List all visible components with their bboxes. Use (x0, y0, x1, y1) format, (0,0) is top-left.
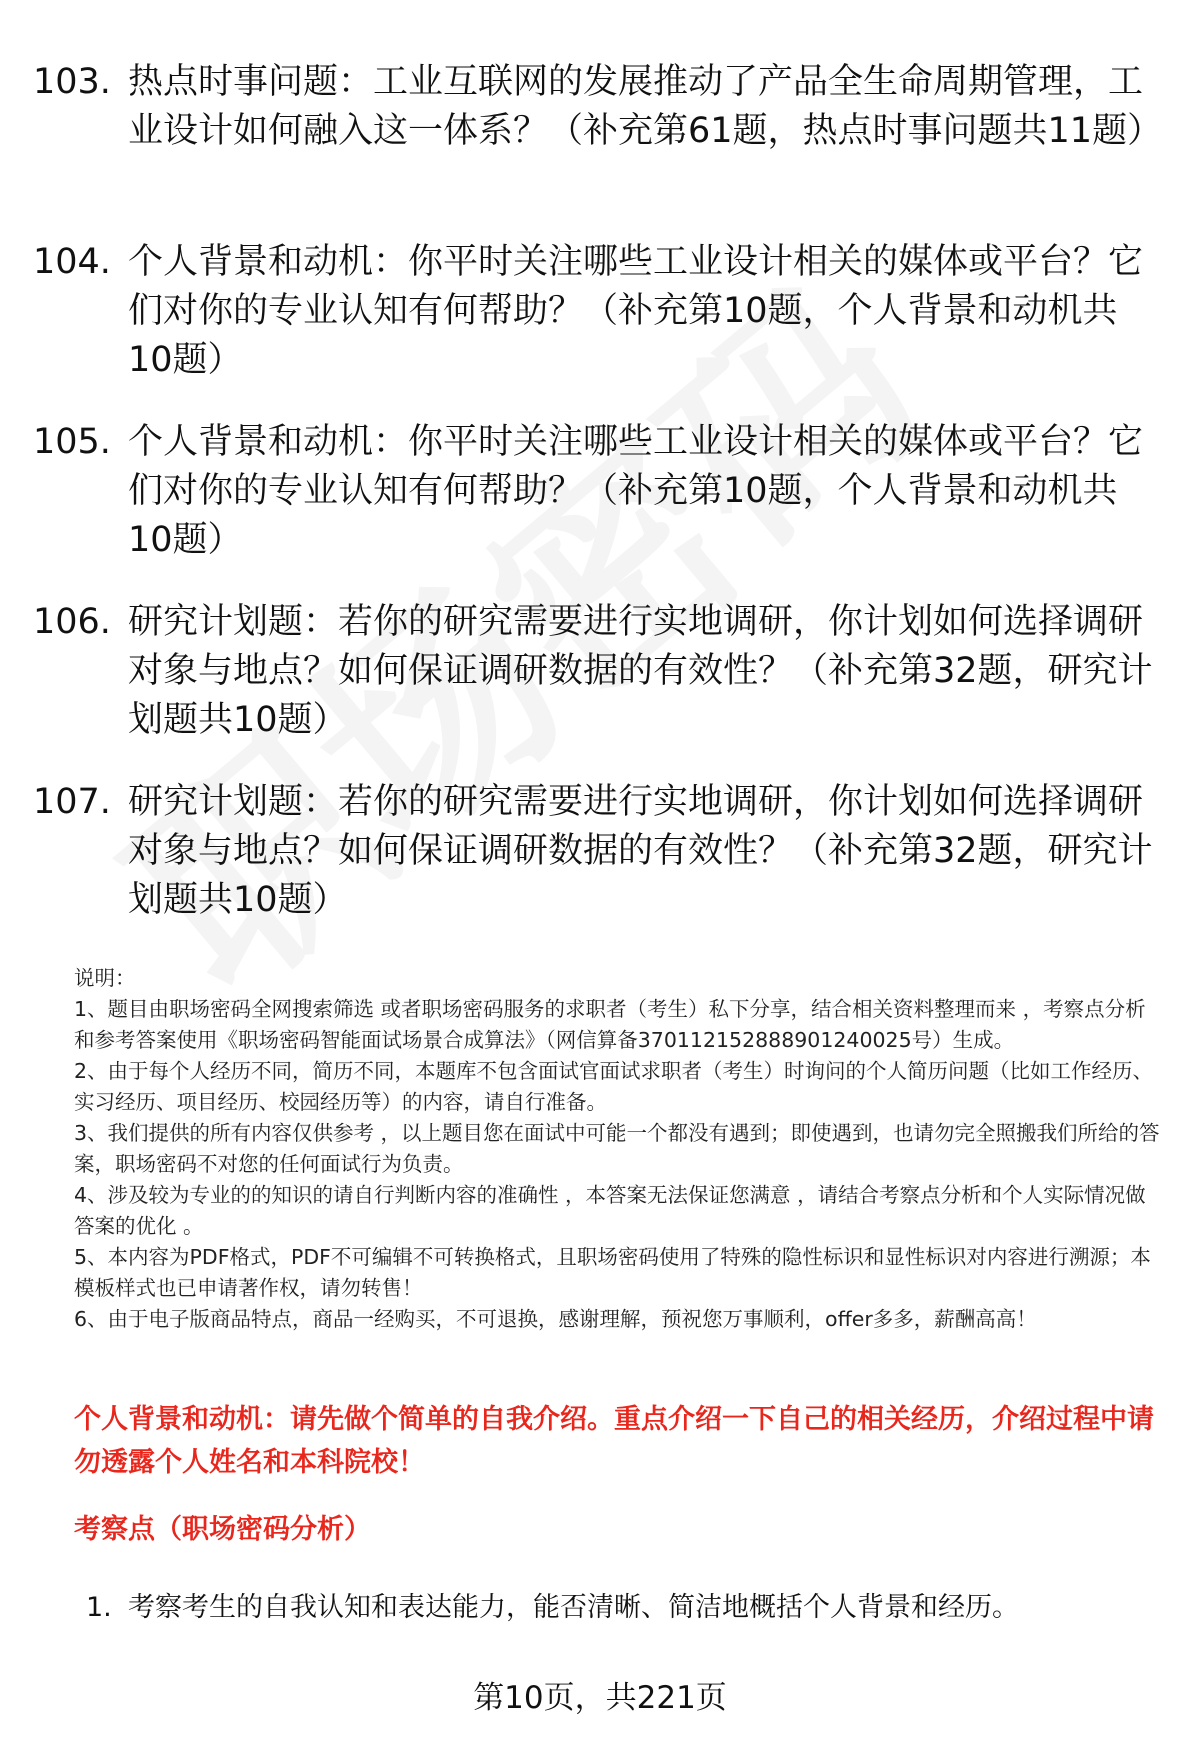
note-item: 4、涉及较为专业的的知识的请自行判断内容的准确性 ，本答案无法保证您满意 ，请结合考察点分析和个人实际情况做答案的优化 。 (74, 1183, 1146, 1238)
question-text: 个人背景和动机：你平时关注哪些工业设计相关的媒体或平台？它们对你的专业认知有何帮助？（补充第10题，个人背景和动机共10题） (128, 242, 1144, 380)
question-text: 个人背景和动机：你平时关注哪些工业设计相关的媒体或平台？它们对你的专业认知有何帮助？（补充第10题，个人背景和动机共10题） (128, 422, 1144, 560)
page-footer: 第10页，共221页 (473, 1680, 727, 1716)
note-item: 1、题目由职场密码全网搜索筛选 或者职场密码服务的求职者（考生）私下分享，结合相关资料整理而来 ，考察点分析和参考答案使用《职场密码智能面试场景合成算法》（网信算备370112152888901240025号）生成。 (74, 997, 1146, 1052)
question-number: 104. (33, 242, 111, 282)
note-item: 5、本内容为PDF格式，PDF不可编辑不可转换格式，且职场密码使用了特殊的隐性标识和显性标识对内容进行溯源；本模板样式也已申请著作权，请勿转售！ (74, 1245, 1151, 1300)
featured-question: 个人背景和动机：请先做个简单的自我介绍。重点介绍一下自己的相关经历，介绍过程中请勿透露个人姓名和本科院校！ (74, 1404, 1154, 1478)
question-text: 研究计划题：若你的研究需要进行实地调研，你计划如何选择调研对象与地点？如何保证调研数据的有效性？（补充第32题，研究计划题共10题） (128, 782, 1153, 920)
question-number: 103. (33, 62, 111, 102)
question-text: 热点时事问题：工业互联网的发展推动了产品全生命周期管理，工业设计如何融入这一体系？（补充第61题，热点时事问题共11题） (128, 62, 1163, 151)
analysis-point-text: 考察考生的自我认知和表达能力，能否清晰、简洁地概括个人背景和经历。 (128, 1592, 1019, 1623)
question-number: 107. (33, 782, 111, 822)
analysis-heading: 考察点（职场密码分析） (74, 1514, 371, 1545)
note-item: 2、由于每个人经历不同，简历不同，本题库不包含面试官面试求职者（考生）时询问的个人简历问题（比如工作经历、实习经历、项目经历、校园经历等）的内容，请自行准备。 (74, 1059, 1154, 1114)
question-number: 105. (33, 422, 111, 462)
note-item: 3、我们提供的所有内容仅供参考 ，以上题目您在面试中可能一个都没有遇到；即使遇到，也请勿完全照搬我们所给的答案，职场密码不对您的任何面试行为负责。 (74, 1121, 1160, 1176)
analysis-point-number: 1. (86, 1592, 112, 1623)
question-number: 106. (33, 602, 111, 642)
notes-title: 说明： (74, 966, 136, 990)
question-item (33, 598, 1158, 745)
question-text: 研究计划题：若你的研究需要进行实地调研，你计划如何选择调研对象与地点？如何保证调研数据的有效性？（补充第32题，研究计划题共10题） (128, 602, 1153, 740)
question-item (33, 58, 1163, 205)
analysis-point (86, 1588, 1166, 1628)
question-item (33, 778, 1158, 925)
notes-section (74, 963, 1164, 1335)
question-list (33, 58, 1163, 958)
question-item (33, 238, 1158, 385)
note-item: 6、由于电子版商品特点，商品一经购买，不可退换，感谢理解，预祝您万事顺利，offer多多，薪酬高高！ (74, 1307, 1037, 1331)
question-item (33, 418, 1158, 565)
